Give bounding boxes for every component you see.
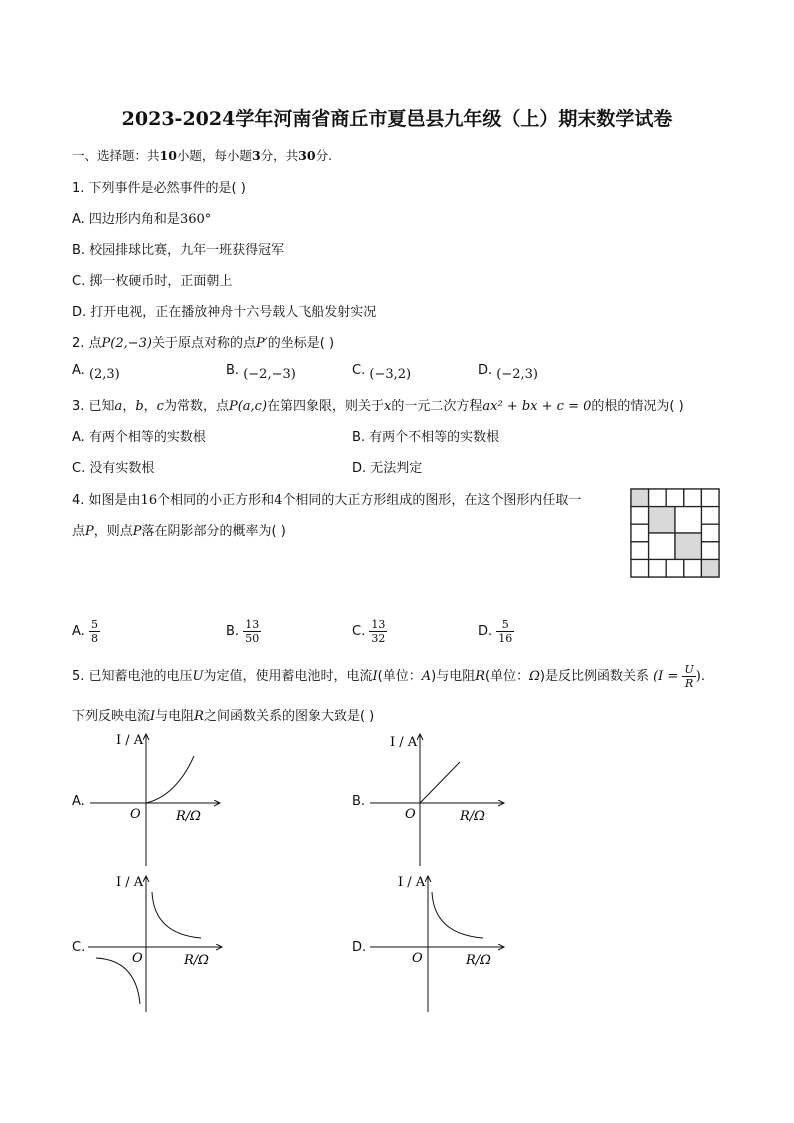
q5-text: )是反比例函数关系 [539,669,649,684]
grid-cell [649,489,667,507]
q2-option-d [478,363,539,382]
q1-option-b: B. 校园排球比赛，九年一班获得冠军 [72,243,285,258]
grid-cell [684,489,702,507]
q5-graph-a [86,728,226,870]
grid-cell [631,507,649,525]
origin-label: O [412,951,423,966]
q2-option-a-value: (2,3) [88,367,120,382]
q2-option-b [226,363,296,382]
q3-text: 的根的情况为( ) [591,399,684,414]
section-count: 10 [159,148,177,163]
section-points: 3 [251,148,261,163]
section-text: 分. [315,148,333,163]
q5-option-b-label: B. [352,794,366,809]
q4-grid-figure [630,488,720,579]
curve-hyperbola-q1 [432,892,483,938]
origin-label: O [132,951,143,966]
q2-option-a [72,363,120,382]
grid-cell [631,559,649,577]
q5-option-d-label: D. [352,940,367,955]
q1-stem: 1. 下列事件是必然事件的是( ) [72,181,246,196]
q5-formula-tail: ). [695,669,705,684]
option-label: A. [72,624,85,639]
origin-label: O [130,807,141,822]
q4-option-c-fraction [369,618,387,645]
grid-cell [701,542,719,560]
section-text: 小题，每小题 [176,148,252,163]
q3-text: 3. 已知 [72,399,115,414]
q4-text: ，则点 [93,524,133,539]
q2-option-b-value: (−2,−3) [243,367,296,382]
y-axis-label: I / A [398,875,426,890]
fraction-numerator: 13 [371,618,386,631]
q4-stem-line1 [72,489,581,508]
q5-unit: Ω [529,669,540,684]
q2-text: 的坐标是( ) [267,336,335,351]
q4-text: 点 [72,524,86,539]
q5-var: R [194,709,204,724]
q2-text: 关于原点对称的点 [152,336,257,351]
x-axis-label: R/Ω [184,953,209,968]
q3-equation: ax² + bx + c = 0 [482,399,592,414]
grid-cell-shaded [701,559,719,577]
q3-var: b [135,399,144,414]
q4-option-a [72,618,100,645]
curve-parabola [146,756,194,803]
q5-var: U [192,669,204,684]
q3-option-b: B. 有两个不相等的实数根 [352,430,500,445]
big-square-shaded [675,533,701,559]
q5-var: R [475,669,486,684]
q5-graph-d [368,870,508,1016]
q5-text: 与电阻 [155,709,195,724]
grid-cell [631,542,649,560]
x-axis-label: R/Ω [176,809,201,824]
q3-text: 为常数，点 [163,399,229,414]
q4-option-a-fraction [89,618,100,645]
big-square [649,533,675,559]
y-axis-label: I / A [390,735,418,750]
q4-number: 16 [140,493,158,508]
q5-text: (单位： [485,669,530,684]
q4-stem-line2 [72,520,286,539]
q5-stem-line1 [72,663,705,690]
q1-option-d: D. 打开电视，正在播放神舟十六号载人飞船发射实况 [72,305,377,320]
q5-var: I [150,709,156,724]
q5-option-c-label: C. [72,940,86,955]
q2-option-c [352,363,412,382]
q4-var: P [85,524,94,539]
q3-var: c [156,399,164,414]
grid-cell [649,559,667,577]
curve-line [420,762,460,803]
q3-text: 在第四象限，则关于 [267,399,385,414]
q1-option-a-value: 360° [179,212,212,227]
q5-text: 为定值，使用蓄电池时，电流 [203,669,373,684]
q5-formula-fraction [682,663,695,690]
fraction-numerator: U [684,663,694,676]
grid-cell [701,524,719,542]
y-axis-label: I / A [116,733,144,748]
option-label: C. [352,624,366,639]
q3-point: P(a,c) [228,399,268,414]
origin-label: O [405,807,416,822]
fraction-denominator: 50 [245,632,260,645]
q3-text: ， [143,399,157,414]
q3-option-d: D. 无法判定 [352,461,423,476]
q1-option-a [72,208,211,227]
big-square-shaded [649,507,675,533]
fraction-denominator: 32 [371,632,386,645]
grid-cell [701,489,719,507]
grid-cell [666,489,684,507]
q3-text: 的一元二次方程 [391,399,483,414]
option-label: D. [478,624,493,639]
fraction-denominator: R [684,677,694,690]
q3-text: ， [122,399,136,414]
q2-option-c-value: (−3,2) [369,367,412,382]
q4-text: 个相同的大正方形组成的图形，在这个图形内任取一 [282,493,582,508]
q5-formula-lead: (I = [653,669,683,684]
curve-hyperbola-q1 [152,892,201,938]
q5-option-a-label: A. [72,794,85,809]
q3-var: x [384,399,392,414]
q4-option-d [478,618,514,645]
option-label: B. [226,624,240,639]
q4-var: P [132,524,142,539]
q2-text: 2. 点 [72,336,102,351]
section-heading [72,146,332,164]
q3-stem [72,395,684,414]
q5-text: 下列反映电流 [72,709,151,724]
q3-var: a [114,399,123,414]
option-label: A. [72,363,85,378]
grid-cell [701,507,719,525]
q5-text: 之间函数关系的图象大致是( ) [203,709,375,724]
fraction-numerator: 5 [496,618,514,632]
q3-option-c: C. 没有实数根 [72,461,155,476]
y-axis-label: I / A [116,875,144,890]
grid-cell [631,524,649,542]
section-text: 分，共 [260,148,299,163]
option-label: C. [352,363,366,378]
section-total: 30 [298,148,316,163]
q4-number: 4 [274,493,283,508]
grid-cell [684,559,702,577]
x-axis-label: R/Ω [460,809,485,824]
q4-text: 4. 如图是由 [72,493,141,508]
q5-text: )与电阻 [431,669,476,684]
q4-option-c [352,618,387,645]
grid-cell-shaded [631,489,649,507]
q4-option-b-fraction [243,618,261,645]
q2-point: P(2,−3) [101,336,153,351]
big-square [675,507,701,533]
fraction-numerator: 5 [90,618,98,631]
page-title: 2023-2024学年河南省商丘市夏邑县九年级（上）期末数学试卷 [121,108,673,130]
q5-text: (单位： [377,669,422,684]
q5-graph-c [86,870,226,1016]
q5-var: I [372,669,378,684]
q2-point-prime: P′ [256,336,268,351]
q1-option-c: C. 掷一枚硬币时，正面朝上 [72,274,233,289]
q4-option-b [226,618,261,645]
q1-option-a-text: A. 四边形内角和是 [72,212,180,227]
q2-stem [72,332,334,351]
fraction-numerator: 13 [245,618,260,631]
q5-text: 5. 已知蓄电池的电压 [72,669,193,684]
q3-option-a: A. 有两个相等的实数根 [72,430,206,445]
q4-text: 个相同的小正方形和 [157,493,275,508]
grid-cell [666,559,684,577]
option-label: D. [478,363,493,378]
q4-text: 落在阴影部分的概率为( ) [141,524,286,539]
fraction-denominator: 8 [90,632,98,645]
option-label: B. [226,363,240,378]
q4-option-d-fraction [496,618,514,645]
x-axis-label: R/Ω [466,953,491,968]
q5-unit: A [421,669,432,684]
fraction-denominator: 16 [498,632,513,645]
section-text: 一、选择题：共 [72,148,160,163]
q2-option-d-value: (−2,3) [496,367,539,382]
q5-stem-line2 [72,705,374,724]
q5-graph-b [368,728,508,870]
